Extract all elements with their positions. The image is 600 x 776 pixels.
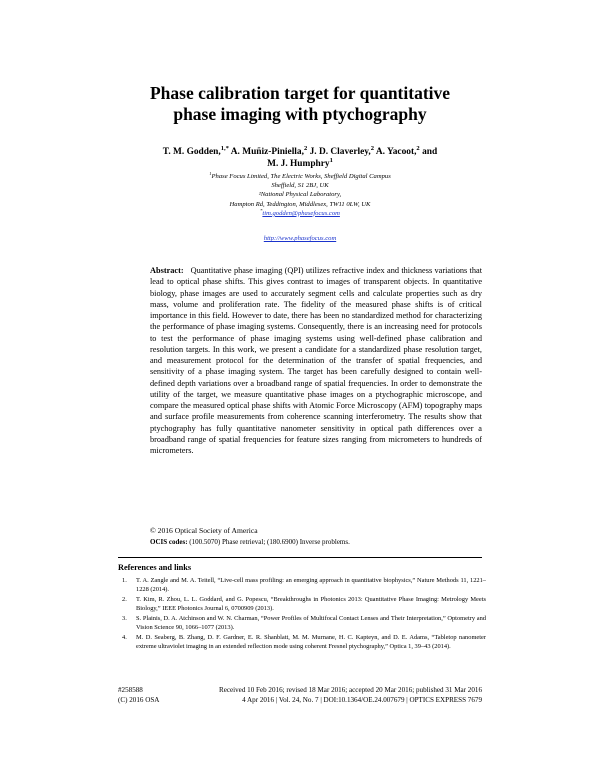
affiliations <box>150 172 450 218</box>
copyright-line: © 2016 Optical Society of America <box>150 526 258 535</box>
reference-list <box>118 576 486 652</box>
reference-item: 1. T. A. Zangle and M. A. Teitell, “Live-cell mass profiling: an emerging approach in quantitative biophysics,” Nature Methods 11, 1221–1228 (2014). <box>122 577 486 594</box>
affiliation-1-line-1: $^1$Phase Focus Limited, The Electric Works, Sheffield Digital Campus <box>209 170 391 180</box>
author-line-1: T. M. Godden,$^{1,*}$ A. Muñiz-Piniella,$^2$ J. D. Claverley,$^2$ A. Yacoot,$^2$ and <box>162 144 438 157</box>
footer-right <box>219 685 482 705</box>
ocis-label: OCIS codes: <box>150 538 188 546</box>
journal-citation: 4 Apr 2016 | Vol. 24, No. 7 | DOI:10.1364/OE.24.007679 | OPTICS EXPRESS 7679 <box>242 696 482 704</box>
title-line-2: phase imaging with ptychography <box>173 104 427 124</box>
copyright-osa: (C) 2016 OSA <box>118 696 160 704</box>
corresponding-email: *tim.godden@phasefocus.com <box>260 207 340 217</box>
reference-item: 3. S. Plainis, D. A. Atchinson and W. N. Charman, “Power Profiles of Multifocal Contact Lenses and Their Interpretation,” Optometry and Vision Science 90, 1066–1077 (2013). <box>122 614 486 632</box>
ocis-text: (100.5070) Phase retrieval; (180.6900) Inverse problems. <box>187 538 350 546</box>
affiliation-2-line-1: ²National Physical Laboratory, <box>258 191 342 199</box>
email-link[interactable]: tim.godden@phasefocus.com <box>262 209 340 217</box>
paper-title <box>60 83 540 125</box>
references-heading: References and links <box>118 563 192 572</box>
footer-left <box>118 685 159 705</box>
affiliation-2-line-2: Hampton Rd, Teddington, Middlesex, TW11 0LW, UK <box>229 200 371 208</box>
manuscript-number: #258588 <box>118 686 143 694</box>
affiliation-1-line-2: Sheffield, S1 2BJ, UK <box>271 182 329 190</box>
title-line-1: Phase calibration target for quantitative <box>149 83 451 103</box>
reference-item: 2. T. Kim, R. Zhou, L. L. Goddard, and G. Popescu, “Breakthroughs in Photonics 2013: Quantitative Phase Imaging: Metrology Meets Biology,” IEEE Photonics Journal 6, 0700909 (2013). <box>122 595 486 613</box>
ocis-codes <box>150 537 350 547</box>
author-line-2: M. J. Humphry$^1$ <box>267 156 333 169</box>
section-divider <box>118 557 482 558</box>
website-link[interactable]: http://www.phasefocus.com <box>263 235 337 242</box>
abstract-text: Quantitative phase imaging (QPI) utilizes refractive index and thickness variations that lead to optical phase shifts. This gives contrast to images of transparent objects. In quantitative biology, phase images are used to accurately segment cells and calculate properties such as dry mass, volume and proliferation rate. The fidelity of the measured phase shifts is of critical importance in this field. However to date, there has been no standardized method for characterizing the performance of phase imaging systems. Consequently, there is an increasing need for protocols to test the performance of phase imaging systems using well-defined phase calibration and resolution targets. In this work, we present a candidate for a standardized phase resolution target, and measurement protocol for the determination of the transfer of spatial frequencies, and sensitivity of a phase imaging system. The target has been carefully designed to contain well-defined depth variations over a broadband range of spatial frequencies. In order to demonstrate the utility of the target, we measure quantitative phase images on a ptychographic microscope, and compare the measured optical phase shifts with Atomic Force Microscopy (AFM) topography maps and surface profile measurements from coherence scanning interferometry. The results show that ptychography has fully quantitative nanometer sensitivity in optical path differences over a broadband range of spatial frequencies for feature sizes ranging from micrometers to hundreds of micrometers. <box>150 266 482 455</box>
abstract-label: Abstract: <box>150 266 184 275</box>
abstract <box>150 265 482 456</box>
reference-item: 4. M. D. Seaberg, B. Zhang, D. F. Gardner, E. R. Shanblatt, M. M. Murnane, H. C. Kapteyn, and D. E. Adams, “Tabletop nanometer extreme ultraviolet imaging in an extended reflection mode using coherent Fresnel ptychography,” Optica 1, 39–43 (2014). <box>122 633 486 651</box>
publication-dates: Received 10 Feb 2016; revised 18 Mar 2016; accepted 20 Mar 2016; published 31 Mar 2016 <box>218 686 482 694</box>
author-list <box>100 146 500 170</box>
